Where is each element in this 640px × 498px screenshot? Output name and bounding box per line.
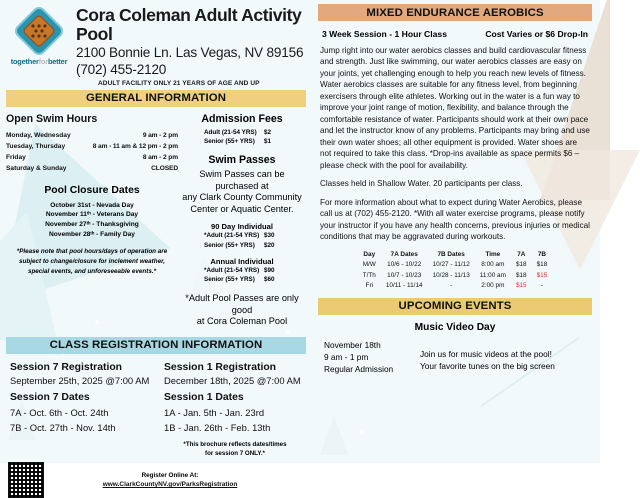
session-7-registration-title: Session 7 Registration — [10, 361, 123, 373]
event-description-line-1: Join us for music videos at the pool! — [420, 348, 552, 359]
cell-7b-dates: 10/27 - 11/12 — [432, 261, 470, 269]
event-title: Music Video Day — [414, 321, 496, 333]
aerobics-paragraph-2: Classes held in Shallow Water. 20 participants per class. — [320, 179, 523, 189]
cell-7b-price: $15 — [536, 271, 548, 279]
general-information-body — [6, 113, 306, 328]
pool-closure-note — [6, 247, 178, 276]
right-column — [312, 0, 600, 463]
section-banner-general-information: GENERAL INFORMATION — [6, 90, 306, 107]
brochure-note-line-2: for session 7 ONLY.* — [205, 450, 265, 458]
left-column — [0, 0, 312, 489]
hours-days: Saturday & Sunday — [6, 165, 67, 173]
cell-7b-dates: - — [450, 282, 453, 290]
session-7-column — [6, 362, 156, 459]
session-1-dates-title: Session 1 Dates — [164, 391, 244, 403]
list-item — [178, 231, 306, 240]
fee-price: $90 — [264, 266, 275, 274]
register-online-row — [6, 462, 306, 498]
fee-price: $2 — [264, 128, 272, 136]
class-meta-row — [318, 29, 592, 39]
swim-passes-description — [178, 169, 306, 215]
closure-note-line-1: *Please note that pool hours/days of operation are — [16, 248, 168, 256]
pool-closure-dates-title: Pool Closure Dates — [44, 185, 140, 197]
register-online-block — [44, 472, 306, 488]
hours-time: 9 am - 2 pm — [142, 131, 178, 139]
cell-7b-price: $18 — [536, 261, 548, 269]
table-row — [6, 163, 178, 174]
registration-columns — [6, 362, 306, 459]
list-item — [178, 137, 306, 146]
section-banner-class-registration: CLASS REGISTRATION INFORMATION — [6, 337, 306, 354]
list-item: November 11ᵗʰ - Veterans Day — [45, 211, 139, 219]
session-7-registration-date: September 25th, 2025 @7:00 AM — [10, 374, 150, 386]
list-item: 7A - Oct. 6th - Oct. 24th — [10, 406, 109, 418]
brochure-note-line-1: *This brochure reflects dates/times — [183, 440, 287, 448]
cell-7a-price: $18 — [515, 271, 527, 279]
table-row — [6, 152, 178, 163]
column-header-day: Day — [363, 250, 376, 258]
logo-block — [8, 6, 70, 66]
list-item: 7B - Oct. 27th - Nov. 14th — [10, 421, 116, 433]
cell-7b-dates: 10/28 - 11/13 — [432, 271, 470, 279]
facility-phone: (702) 455-2120 — [76, 61, 167, 77]
event-admission: Regular Admission — [324, 363, 394, 374]
cell-7a-dates: 10/11 - 11/14 — [385, 282, 423, 290]
facility-address: 2100 Bonnie Ln. Las Vegas, NV 89156 — [76, 45, 304, 60]
logo-tagline — [8, 57, 70, 66]
aerobics-paragraph-3: For more information about what to expect during Water Aerobics, please call us at (702) 455-2120. *With all water exercise programs, please notify your instructor if you have any health concerns, previous injuries or medical conditions that may be aggravated during workouts. — [320, 197, 590, 242]
list-item — [178, 275, 306, 284]
admission-fees-title: Admission Fees — [201, 112, 283, 125]
fee-price: $60 — [264, 275, 275, 283]
class-registration-section — [6, 337, 306, 498]
fee-label: Senior (55+ YRS) — [204, 137, 255, 145]
pass-note-line-2: at Cora Coleman Pool — [196, 316, 288, 327]
cell-day: Fri — [365, 282, 373, 290]
open-swim-hours-table — [6, 130, 178, 175]
cell-time: 2:00 pm — [481, 282, 505, 290]
session-1-registration-date: December 18th, 2025 @7:00 AM — [164, 374, 301, 386]
aerobics-paragraph-1: Jump right into our water aerobics classes and build cardiovascular fitness and strength. Just like swimming, our water aerobics classes are easy on your joints, yet challenging enough to help you reach new levels of fitness. Water aerobics classes are suitable for any fitness level, from beginning exercisers through elite athletes. Working out in the water is a fun way to improve your joint range of motion, flexibility, and balance through the comfortable resistance of water. Participants should work at their own pace and let the instructor know of any problems. Participants may bring and use their own water shoes; all other equipment is provided. Water shoes are not required to take this class. *Drop-ins available as space permits $6 – please check with the pool for availability. — [320, 46, 590, 170]
hours-days: Monday, Wednesday — [6, 131, 71, 139]
session-1-registration-title: Session 1 Registration — [164, 361, 277, 373]
event-details-row — [318, 339, 592, 375]
brochure-header — [6, 4, 306, 87]
list-item — [178, 128, 306, 137]
cell-7a-price: $15 — [515, 282, 527, 290]
list-item: 1A - Jan. 5th - Jan. 23rd — [164, 406, 265, 418]
pass-note-line-1: *Adult Pool Passes are only good — [185, 293, 299, 315]
hours-days: Tuesday, Thursday — [6, 142, 66, 150]
aerobics-description — [318, 45, 592, 243]
pass-90-day-block — [178, 222, 306, 249]
fee-label: *Adult (21-54 YRS) — [204, 266, 260, 274]
table-row — [358, 281, 553, 291]
session-7-dates-title: Session 7 Dates — [10, 391, 90, 403]
fee-price: $30 — [264, 232, 275, 240]
class-schedule-table — [358, 250, 553, 291]
hours-days: Friday — [6, 154, 26, 161]
column-header-7a-dates: 7A Dates — [390, 250, 418, 258]
fee-label: *Adult (21-54 YRS) — [204, 232, 260, 240]
session-1-column — [156, 362, 306, 459]
adult-pass-note — [178, 293, 306, 328]
pool-closure-dates-list — [6, 200, 178, 239]
event-description-line-2: Your favorite tunes on the big screen — [420, 360, 555, 371]
fee-price: $20 — [264, 241, 275, 249]
column-header-7a-price: 7A — [517, 250, 526, 258]
hours-time: 8 am - 11 am & 12 pm - 2 pm — [92, 142, 178, 150]
tagline-part-2: for — [38, 57, 48, 66]
cell-day: M/W — [362, 261, 376, 269]
list-item: November 27ᵗʰ - Thanksgiving — [45, 221, 139, 229]
fee-label: Adult (21-54 YRS) — [204, 128, 257, 136]
cell-7a-dates: 10/6 - 10/22 — [387, 261, 422, 269]
cell-7a-price: $18 — [515, 261, 527, 269]
list-item: October 31st - Nevada Day — [50, 201, 134, 209]
list-item — [178, 266, 306, 275]
table-header-row — [358, 250, 553, 260]
pass-annual-title: Annual Individual — [210, 256, 274, 266]
list-item — [178, 240, 306, 249]
column-header-time: Time — [485, 250, 501, 258]
fee-label: Senior (55+ YRS) — [204, 275, 255, 283]
table-row — [6, 130, 178, 141]
passes-desc-line-1: Swim Passes can be purchased at — [199, 168, 285, 191]
admission-fees-list — [178, 128, 306, 146]
table-row — [6, 141, 178, 152]
session-length-info: 3 Week Session - 1 Hour Class — [322, 29, 447, 39]
register-online-label: Register Online At: — [141, 472, 199, 480]
closure-note-line-2: subject to change/closure for inclement weather, — [19, 258, 165, 266]
fee-price: $1 — [264, 137, 272, 145]
event-time: 9 am - 1 pm — [324, 351, 369, 362]
open-swim-hours-title: Open Swim Hours — [6, 112, 98, 125]
event-date: November 18th — [324, 339, 381, 350]
open-swim-hours-block — [6, 113, 178, 328]
section-banner-mixed-endurance-aerobics: MIXED ENDURANCE AEROBICS — [318, 4, 592, 21]
register-online-link[interactable]: www.ClarkCountyNV.gov/ParksRegistration — [102, 481, 238, 489]
closure-note-line-3: special events, and unforeseeable events.* — [27, 267, 157, 275]
header-text — [74, 6, 306, 87]
hours-time: 8 am - 2 pm — [142, 154, 178, 161]
fees-and-passes-block — [178, 113, 306, 328]
cell-7b-price: - — [540, 282, 544, 290]
facility-age-note: ADULT FACILITY ONLY 21 YEARS OF AGE AND UP — [98, 79, 260, 87]
table-row — [358, 260, 553, 270]
passes-desc-line-3: Center or Aquatic Center. — [190, 203, 294, 214]
passes-desc-line-2: any Clark County Community — [182, 192, 302, 203]
table-row — [358, 270, 553, 280]
brochure-session-note — [164, 440, 306, 459]
event-when-block — [324, 339, 420, 375]
tagline-part-3: better — [47, 57, 68, 66]
swim-passes-title: Swim Passes — [208, 153, 276, 166]
section-banner-upcoming-events: UPCOMING EVENTS — [318, 298, 592, 315]
page-title: Cora Coleman Adult Activity Pool — [76, 5, 302, 44]
fee-label: Senior (55+ YRS) — [204, 241, 255, 249]
tagline-part-1: together — [10, 57, 39, 66]
qr-code-icon[interactable] — [8, 462, 44, 498]
event-description-block — [420, 339, 586, 375]
pass-annual-block — [178, 257, 306, 284]
column-header-7b-price: 7B — [537, 250, 547, 258]
cell-time: 11:00 am — [479, 271, 506, 279]
clark-county-seal-icon — [16, 8, 62, 54]
hours-time: CLOSED — [151, 165, 178, 173]
upcoming-events-section — [318, 298, 592, 375]
column-header-7b-dates: 7B Dates — [437, 250, 465, 258]
list-item: November 28ᵗʰ - Family Day — [49, 231, 135, 239]
pass-90-day-title: 90 Day Individual — [210, 222, 274, 232]
cell-time: 8:00 am — [481, 261, 505, 269]
list-item: 1B - Jan. 26th - Feb. 13th — [164, 421, 271, 433]
class-cost-info: Cost Varies or $6 Drop-In — [485, 29, 588, 39]
cell-day: T/Th — [362, 271, 376, 279]
cell-7a-dates: 10/7 - 10/23 — [387, 271, 422, 279]
